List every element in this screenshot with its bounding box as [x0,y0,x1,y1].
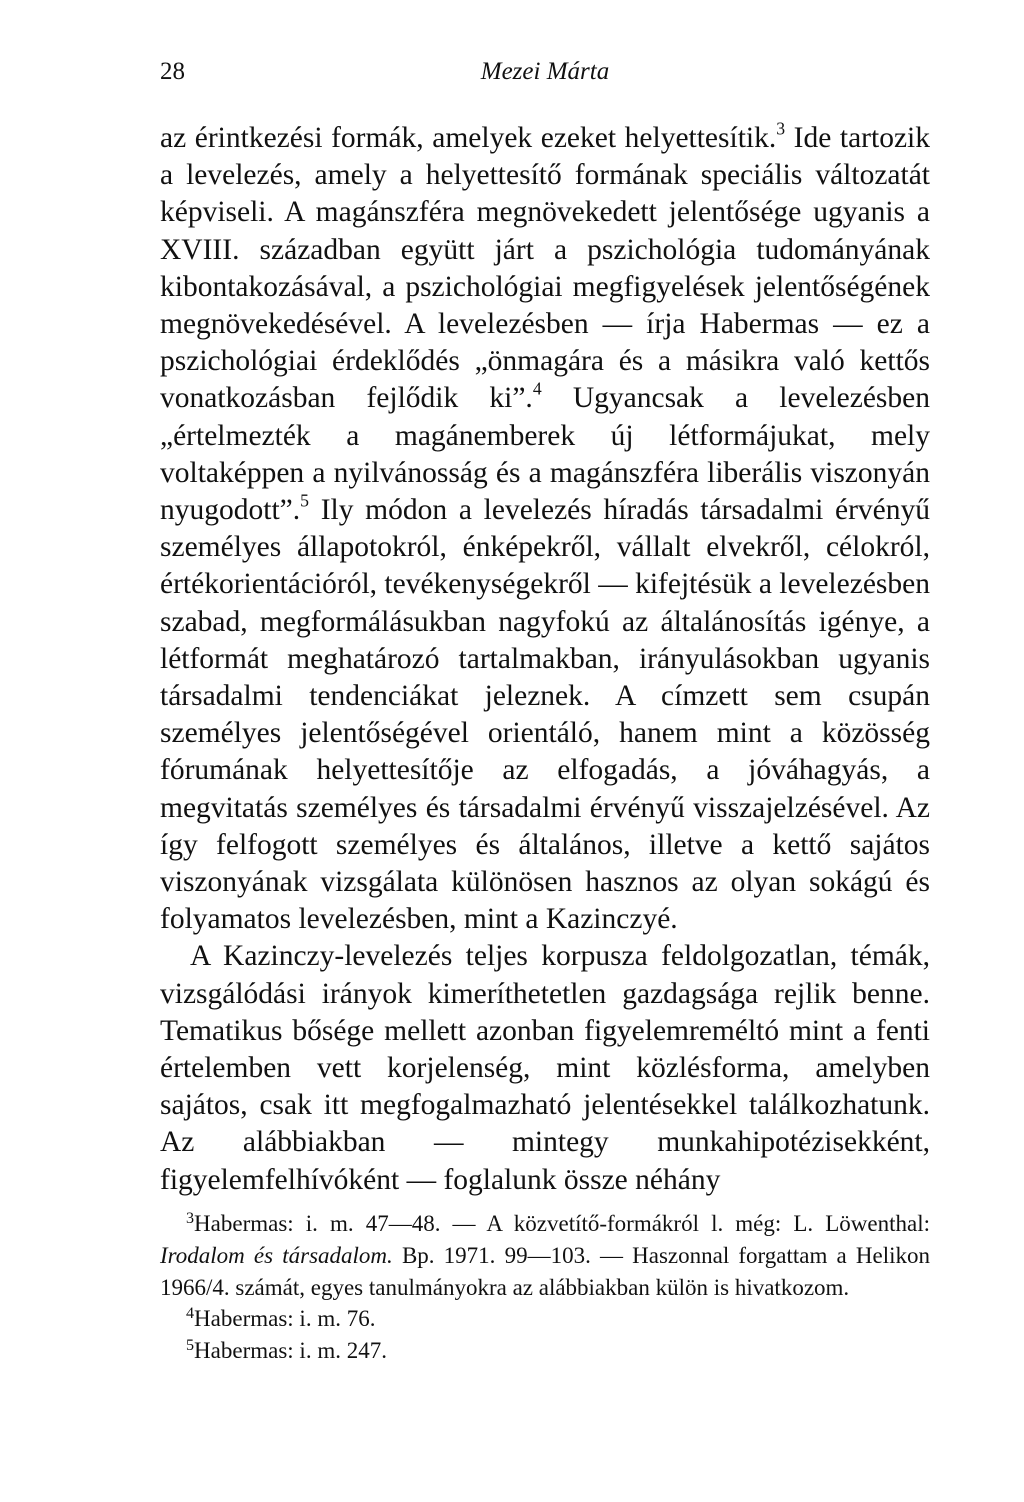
footnote-ref-4: 4 [532,379,542,400]
footnote-3-book-title: Irodalom és társadalom. [160,1242,393,1268]
footnote-ref-3: 3 [776,118,786,139]
footnote-5 [160,1335,930,1367]
running-head [160,58,930,94]
footnote-5-number: 5 [186,1337,195,1355]
footnote-3-number: 3 [186,1209,195,1227]
footnote-4 [160,1303,930,1335]
footnote-ref-5: 5 [300,490,309,511]
footnote-5-text: Habermas: i. m. 247. [194,1338,387,1364]
running-title: Mezei Márta [480,58,610,85]
paragraph-2: A Kazinczy-levelezés teljes korpusza feldolgozatlan, témák, vizsgálódási irányok kimeríthetetlen gazdagsága rejlik benne. Tematikus bősége mellett azonban figyelemreméltó mint a fenti értelemben vett korjelenség, mint közlésforma, amelyben sajátos, csak itt megfogalmazható jelentésekkel találkozhatunk. Az alábbiakban — mintegy munkahipotézisekként, figyelemfelhívóként — foglalunk össze néhány [160,940,930,1196]
footnote-3-text-a: Habermas: i. m. 47—48. — A közvetítő-formákról l. még: L. Löwenthal: [194,1211,930,1236]
paragraph-1-part-b: Ide tartozik a levelezés, amely a helyettesítő formának speciális változatát képviseli. A magánszféra megnövekedett jelentősége ugyanis a XVIII. században együtt járt a pszichológia tudományának kibontakozásával, a pszichológiai megfigyelések jelentőségének megnövekedésével. A levelezésben — írja Habermas — ez a pszichológiai érdeklődés „önmagára és a másikra való kettős vonatkozásban fejlődik ki”. [160,122,930,415]
paragraph-1-part-d: Ily módon a levelezés híradás társadalmi érvényű személyes állapotokról, énképekről, vállalt elvekről, célokról, értékorientációról, tevékenységekről — kifejtésük a levelezésben szabad, megformálásukban nagyfokú az általánosítás igénye, a létformát meghatározó tartalmakban, irányulásokban ugyanis társadalmi tendenciákat jeleznek. A címzett sem csupán személyes jelentőségével orientáló, hanem mint a közösség fórumának helyettesítője az elfogadás, a jóváhagyás, a megvitatás személyes és társadalmi érvényű visszajelzésével. Az így felfogott személyes és általános, illetve a kettő sajátos viszonyának vizsgálata különösen hasznos az olyan sokágú és folyamatos levelezésben, mint a Kazinczyé. [160,494,930,936]
footnote-4-number: 4 [186,1305,195,1323]
paragraph-1-part-c: Ugyancsak a levelezésben „értelmezték a magánemberek új létformájukat, mely voltaképpen a nyilvánosság és a magánszféra liberális viszonyán nyugodott”. [160,382,930,527]
page-number: 28 [160,58,185,85]
body-text [160,120,930,1199]
footnote-4-text: Habermas: i. m. 76. [194,1306,376,1332]
footnote-3 [160,1208,930,1303]
footnote-3-text-b: Bp. 1971. 99—103. — Haszonnal forgattam a Helikon 1966/4. számát, egyes tanulmányokra az alábbiakban külön is hivatkozom. [160,1242,930,1300]
footnotes [160,1208,930,1367]
paragraph-1 [160,120,930,938]
paragraph-1-part-a: az érintkezési formák, amelyek ezeket helyettesítik. [160,122,777,154]
